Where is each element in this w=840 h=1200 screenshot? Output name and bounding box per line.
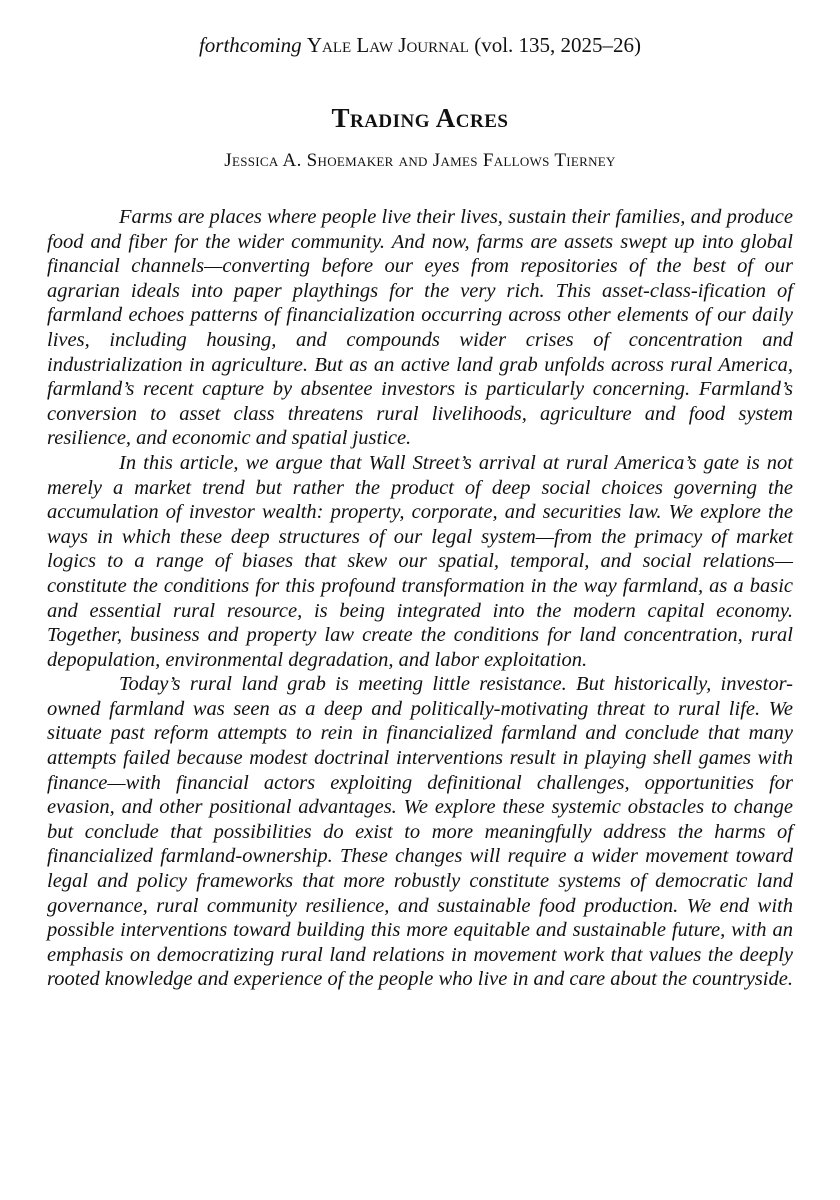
abstract [47,205,793,992]
abstract-paragraph-1: Farms are places where people live their lives, sustain their families, and produce food and fiber for the wider community. And now, farms are assets swept up into global financial channels—converting before our eyes from repositories of the best of our agrarian ideals into paper playthings for the very rich. This asset-class-ification of farmland echoes patterns of financialization occurring across other elements of our daily lives, including housing, and compounds wider crises of concentration and industrialization in agriculture. But as an active land grab unfolds across rural America, farmland’s recent capture by absentee investors is particularly concerning. Farmland’s conversion to asset class threatens rural livelihoods, agriculture and food system resilience, and economic and spatial justice. [47,206,793,450]
journal-header [0,30,840,60]
abstract-paragraph-2: In this article, we argue that Wall Street’s arrival at rural America’s gate is not merely a market trend but rather the product of deep social choices governing the accumulation of investor wealth: property, corporate, and securities law. We explore the ways in which these deep structures of our legal system—from the primacy of market logics to a range of biases that skew our spatial, temporal, and social relations—constitute the conditions for this profound transformation in the way farmland, as a basic and essential rural resource, is being integrated into the modern capital economy. Together, business and property law create the conditions for land concentration, rural depopulation, environmental degradation, and labor exploitation. [47,451,793,671]
venue-prefix: forthcoming [198,33,302,57]
article-authors: Jessica A. Shoemaker and James Fallows Tierney [224,150,616,171]
volume-info: (vol. 135, 2025–26) [474,33,642,57]
abstract-paragraph-3: Today’s rural land grab is meeting little resistance. But historically, investor-owned farmland was seen as a deep and politically-motivating threat to rural life. We situate past reform attempts to rein in financialized farmland and conclude that many attempts failed because modest doctrinal interventions result in playing shell games with finance—with financial actors exploiting definitional challenges, opportunities for evasion, and other positional advantages. We explore these systemic obstacles to change but conclude that possibilities do exist to more meaningfully address the harms of financialized farmland-ownership. These changes will require a wider movement toward legal and policy frameworks that more robustly constitute systems of democratic land governance, rural community resilience, and sustainable food production. We end with possible interventions toward building this more equitable and sustainable future, with an emphasis on democratizing rural land relations in movement work that values the deeply rooted knowledge and experience of the people who live in and care about the countryside. [47,673,793,991]
article-title: Trading Acres [331,103,509,133]
journal-name: Yale Law Journal [306,33,469,57]
